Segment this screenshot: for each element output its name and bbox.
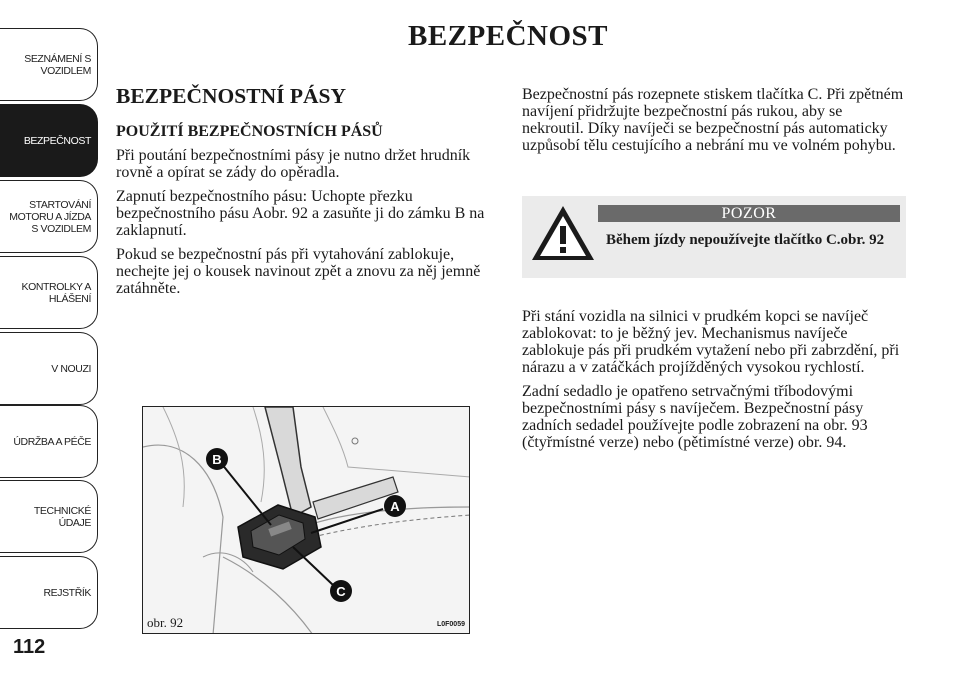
warning-title: POZOR (598, 205, 900, 222)
label-c (330, 580, 352, 602)
right-column (522, 86, 908, 161)
figure-caption: obr. 92 (147, 615, 184, 630)
nav-tab-label: BEZPEČNOST (23, 134, 91, 147)
nav-tab-rejstrik[interactable] (0, 556, 98, 629)
svg-text:B: B (212, 452, 222, 467)
figure-seatbelt-buckle (142, 406, 470, 634)
svg-text:C: C (336, 584, 346, 599)
paragraph: Při stání vozidla na silnici v prudkém kopci se navíječ zablokovat: to je běžný jev. Mechanismus navíječe zablokuje pás při prudkém vytažení nebo při zabrzdění, při nárazu a v zatáčkách projížděných vysokou rychlostí. (522, 308, 900, 376)
paragraph: Při poutání bezpečnostními pásy je nutno držet hrudník rovně a opírat se zády do opěradla. (116, 147, 471, 181)
paragraph: Pokud se bezpečnostní pás při vytahování zablokuje, nechejte jej o kousek navinout zpět a znovu za něj jemně zatáhněte. (116, 246, 481, 297)
nav-tab-label: TECHNICKÉ ÚDAJE (33, 504, 91, 529)
paragraph: Zadní sedadlo je opatřeno setrvačnými tříbodovými bezpečnostními pásy s navíječem. Bezpečnostní pásy zadních sedadel používejte podle zobrazení na obr. 93 (čtyřmístné verze) nebo (pětimístné verze) obr. 94. (522, 383, 868, 451)
section-heading: BEZPEČNOSTNÍ PÁSY (116, 84, 346, 108)
paragraph: Zapnutí bezpečnostního pásu: Uchopte přezku bezpečnostního pásu Aobr. 92 a zasuňte ji do zámku B na zaklapnutí. (116, 188, 485, 239)
nav-tab-kontrolky[interactable] (0, 256, 98, 329)
warning-triangle-icon (528, 202, 598, 264)
nav-tab-label: ÚDRŽBA A PÉČE (13, 435, 91, 448)
page-title: BEZPEČNOST (408, 20, 608, 52)
sub-heading: POUŽITÍ BEZPEČNOSTNÍCH PÁSŮ (116, 123, 383, 140)
warning-text: Během jízdy nepoužívejte tlačítko C.obr. 92 (606, 232, 885, 248)
warning-box (522, 196, 906, 278)
nav-tab-label: REJSTŘÍK (43, 586, 91, 599)
label-a (384, 495, 406, 517)
nav-tab-v-nouzi[interactable] (0, 332, 98, 405)
right-column-lower (522, 308, 908, 458)
nav-tab-label: KONTROLKY A HLÁŠENÍ (21, 280, 91, 305)
nav-tab-label: STARTOVÁNÍ MOTORU A JÍZDA S VOZIDLEM (9, 198, 91, 235)
nav-tab-label: SEZNÁMENÍ S VOZIDLEM (24, 52, 91, 77)
left-column (116, 84, 498, 304)
seatbelt-illustration (143, 407, 470, 634)
svg-text:A: A (390, 499, 400, 514)
nav-tab-label: V NOUZI (51, 362, 91, 375)
figure-code: L0F0059 (436, 621, 465, 628)
nav-tab-udrzba[interactable] (0, 405, 98, 478)
page-number: 112 (13, 636, 46, 658)
label-b (206, 448, 228, 470)
nav-tab-seznameni[interactable] (0, 28, 98, 101)
nav-tab-startovani[interactable] (0, 180, 98, 253)
nav-tab-technicke-udaje[interactable] (0, 480, 98, 553)
nav-tab-bezpecnost[interactable] (0, 104, 98, 177)
paragraph: Bezpečnostní pás rozepnete stiskem tlačítka C. Při zpětném navíjení přidržujte bezpečnostní pás rukou, aby se nekroutil. Díky navíječi se bezpečnostní pás automaticky uzpůsobí tělu cestujícího a nebrání mu ve volném pohybu. (522, 86, 904, 154)
